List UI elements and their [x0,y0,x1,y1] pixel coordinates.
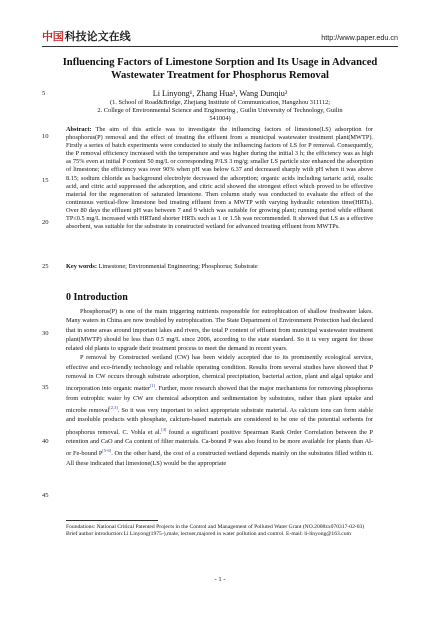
site-logo[interactable] [42,28,131,44]
intro-text: P removal by Constructed wetland (CW) has been widely accepted due to its prominently ecological service, effective and eco-friendly technology and reliable operating condition. Results from several studies have showed that P removal in CW occurs through substrate adsorption, chemical precipitation, bacterial action, plant and algal uptake and incorporation into organic matter [66,354,373,393]
citation-link[interactable]: [2,3] [109,405,118,411]
header-divider [42,46,398,47]
page-number: - 1 - [214,576,226,583]
line-number: 40 [42,438,49,445]
footnote-author: Brief author introduction:Li Linyong(1975-),male, lectuer,majored in water pollution and control. E-mail: li-linyong@163.com [66,531,351,537]
citation-link[interactable]: [5-6] [102,448,112,454]
intro-text: . Further, more research showed that the major mechanisms for removing phosphorus from eutrophic water by CW are chemical adsorption and sedimentation by substrates, rather than plant uptake and microbe removal [66,385,373,415]
introduction-body [66,307,373,468]
keywords [66,263,373,270]
intro-paragraph-1: Phosphorus(P) is one of the main triggering nutrients responsible for eutrophication of shallow freshwater lakes. Many waters in China are now troubled by eutrophication. The State Department of Environment Protection had declared that in some areas around important lakes and rivers, the total P content of effluent from municipal wastewater treatment plant(MWTP) should be less than 0.5 mg/L since 2006, according to the state standard. So it is very urgent for those related old plants to upgrade their treatment process to meet the demand in recent years. [66,308,373,353]
line-number: 45 [42,492,49,499]
section-title-introduction: 0 Introduction [66,292,128,303]
logo-black-text: 科技论文在线 [64,30,131,43]
citation-link[interactable]: [1] [149,383,156,389]
intro-paragraph-2 [66,353,373,468]
citation-link[interactable]: [4] [161,426,167,432]
line-number: 30 [42,330,49,337]
intro-text: found a significant positive Spearman Rank Order Correlation between the P retention and CaO and Ca content of filter materials. Ca-bound P was also found to be more available for plants than Al- or Fe-bound P [66,428,374,458]
line-number: 25 [42,263,49,270]
logo-red-text: 中国 [42,30,64,43]
intro-text: . So it was very important to select appropriate substrate material. As calcium ions can form stable and insoluble products with phosphate, calcium-based materials are considered to be one of the potential sorbents for phosphorus removal. C. Vohla et al. [66,407,374,436]
footnotes [66,524,373,538]
line-number: 10 [42,133,49,140]
affiliation-line: 541004) [209,115,231,122]
line-number: 15 [42,177,49,184]
line-number: 20 [42,219,49,226]
keywords-text: Limestone; Environmental Engineering; Phosphorus; Substrate [98,263,258,270]
footnote-divider [66,520,158,521]
affiliation-line: 2. College of Environmental Science and Engineering , Guilin University of Technology, Guilin [97,107,343,114]
affiliations [70,99,370,123]
keywords-label: Key words: [66,263,97,270]
abstract-text: The aim of this article was to investigate the influencing factors of limestone(LS) adsorption for phosphorus(P) removal and the effect of treating the effluent from a municipal wastewater treatment plant(MWTP). Firstly a series of batch experiments were conducted to study the influencing factors of LS for P removal. Consequently, the P removal efficiency increased with the temperature and was higher during the initial 3 h; the efficiency was as high as 75% even at initial P content 50 mg/L or corresponding P/LS 3 mg/g; smaller LS particle size enhanced the adsorption of limestone; the efficiency was over 90% when pH was below 6.37 and decreased sharply with pH when it was above 8.15; sodium chloride as background electrolyte decreased the adsorption; organic acids including tartaric acid, oxalic acid, and citric acid suppressed the adsorption, and citric acid showed the strongest effect which proved to be effective material for the regeneration of saturated limestone. Then column study was conducted to evaluate the effect of the continuous vertical-flow limestone bed treating effluent from a MWTP with varying hydraulic retention time(HRTs). Over 80 days the effluent pH was between 7 and 9 which was suitable for growing plant; running period while effluent TP≤0.5 mg/L increased with HRTand shorter HRTs such as 1 or 1.5h was recommended. It showed that LS as a effective absorbent, was suitable for the substrate in constructed wetland for advanced treating effluent from MWTPs. [66,126,373,231]
affiliation-line: (1. School of Road&Bridge, Zhejiang Institute of Communication, Hangzhou 311112; [109,99,331,106]
intro-text: . On the other hand, the cost of a constructed wetland depends mainly on the substrates filled within it. All these indicated that limestone(LS) would be the appropriate [66,450,373,467]
paper-authors: Li Linyong¹, Zhang Hua², Wang Dunqiu² [152,89,288,98]
paper-title: Influencing Factors of Limestone Sorption and Its Usage in Advanced Wastewater Treatment for Phosphorus Removal [62,57,378,81]
abstract-label: Abstract: [66,126,92,133]
line-number: 5 [42,90,46,97]
abstract [66,126,373,231]
footnote-foundation: Foundations: National Critical Patented Projects in the Control and Management of Polluted Water Grant (NO.2008zx070317-02-03) [66,524,365,530]
site-url[interactable]: http://www.paper.edu.cn [321,33,398,42]
line-number: 35 [42,384,49,391]
